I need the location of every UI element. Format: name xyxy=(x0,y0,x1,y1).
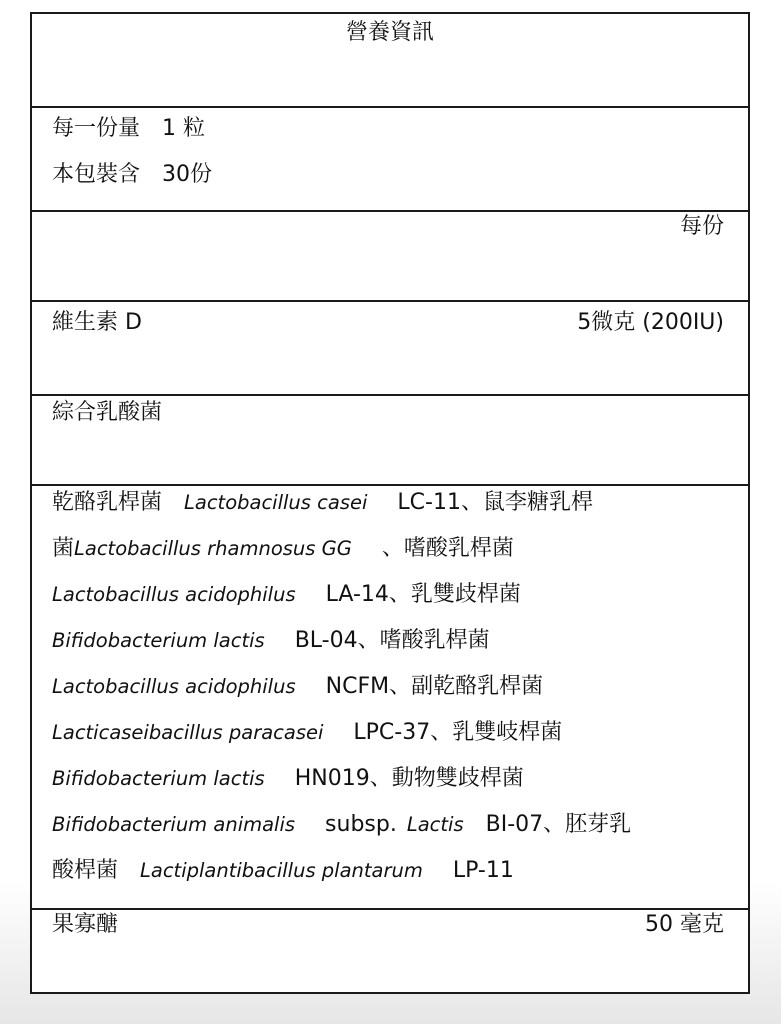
strain-latin-name: Lactiplantibacillus plantarum xyxy=(140,859,423,882)
strain-text: 乾酪乳桿菌 xyxy=(52,490,163,515)
strain-latin-name: Lactobacillus acidophilus xyxy=(52,675,296,698)
vitamin-d-label: 維生素 D xyxy=(52,310,142,335)
probiotics-heading: 綜合乳酸菌 xyxy=(52,400,163,425)
nutrition-facts-panel xyxy=(30,12,750,994)
title-section xyxy=(32,14,748,106)
strain-latin-name: Bifidobacterium lactis xyxy=(52,629,265,652)
strain-text: LP-11 xyxy=(452,858,514,883)
strain-text: 菌 xyxy=(52,536,75,561)
strain-line xyxy=(52,626,490,656)
strain-line xyxy=(52,856,514,886)
strain-text: NCFM、副乾酪乳桿菌 xyxy=(325,674,544,699)
strain-line xyxy=(52,488,593,518)
vitamin-d-amount: 5微克 (200IU) xyxy=(577,310,724,335)
strain-latin-name: Bifidobacterium animalis xyxy=(52,813,296,836)
strain-latin-name: Lactobacillus acidophilus xyxy=(52,583,296,606)
strain-latin-name: Lactobacillus rhamnosus GG xyxy=(74,537,352,560)
strain-line xyxy=(52,672,543,702)
strain-text: 酸桿菌 xyxy=(52,858,119,883)
servings-per-package-row xyxy=(52,160,212,190)
per-serving-header-section xyxy=(32,210,748,300)
strain-line xyxy=(52,764,524,794)
fructooligosaccharide-section xyxy=(32,908,748,992)
strain-latin-name: Lactis xyxy=(406,813,464,836)
strain-line xyxy=(52,810,631,840)
strain-line xyxy=(52,580,521,610)
strain-line xyxy=(52,534,514,564)
strain-latin-name: Lactobacillus casei xyxy=(184,491,368,514)
strain-text: HN019、動物雙歧桿菌 xyxy=(294,766,524,791)
fructooligosaccharide-amount: 50 毫克 xyxy=(645,912,724,937)
strain-text: BL-04、嗜酸乳桿菌 xyxy=(294,628,490,653)
strain-text: LC-11、鼠李糖乳桿 xyxy=(397,490,593,515)
serving-size-label: 每一份量 xyxy=(52,116,141,141)
nutrition-title: 營養資訊 xyxy=(345,20,434,45)
vitamin-d-section xyxy=(32,300,748,394)
probiotic-strains-section xyxy=(32,484,748,908)
strain-text: subsp. xyxy=(325,812,397,837)
strain-text: LA-14、乳雙歧桿菌 xyxy=(325,582,521,607)
strain-latin-name: Lacticaseibacillus paracasei xyxy=(52,721,324,744)
fructooligosaccharide-label: 果寡醣 xyxy=(52,912,119,937)
strain-text: 、嗜酸乳桿菌 xyxy=(381,536,514,561)
strain-line xyxy=(52,718,562,748)
strain-text: LPC-37、乳雙岐桿菌 xyxy=(353,720,563,745)
servings-per-package-label: 本包裝含 xyxy=(52,162,141,187)
serving-size-row xyxy=(52,114,205,144)
per-serving-header: 每份 xyxy=(679,214,724,239)
serving-size-value: 1 粒 xyxy=(162,116,206,141)
probiotics-heading-section xyxy=(32,394,748,484)
strain-latin-name: Bifidobacterium lactis xyxy=(52,767,265,790)
servings-per-package-value: 30份 xyxy=(162,162,213,187)
strain-text: BI-07、胚芽乳 xyxy=(485,812,632,837)
serving-section xyxy=(32,106,748,210)
